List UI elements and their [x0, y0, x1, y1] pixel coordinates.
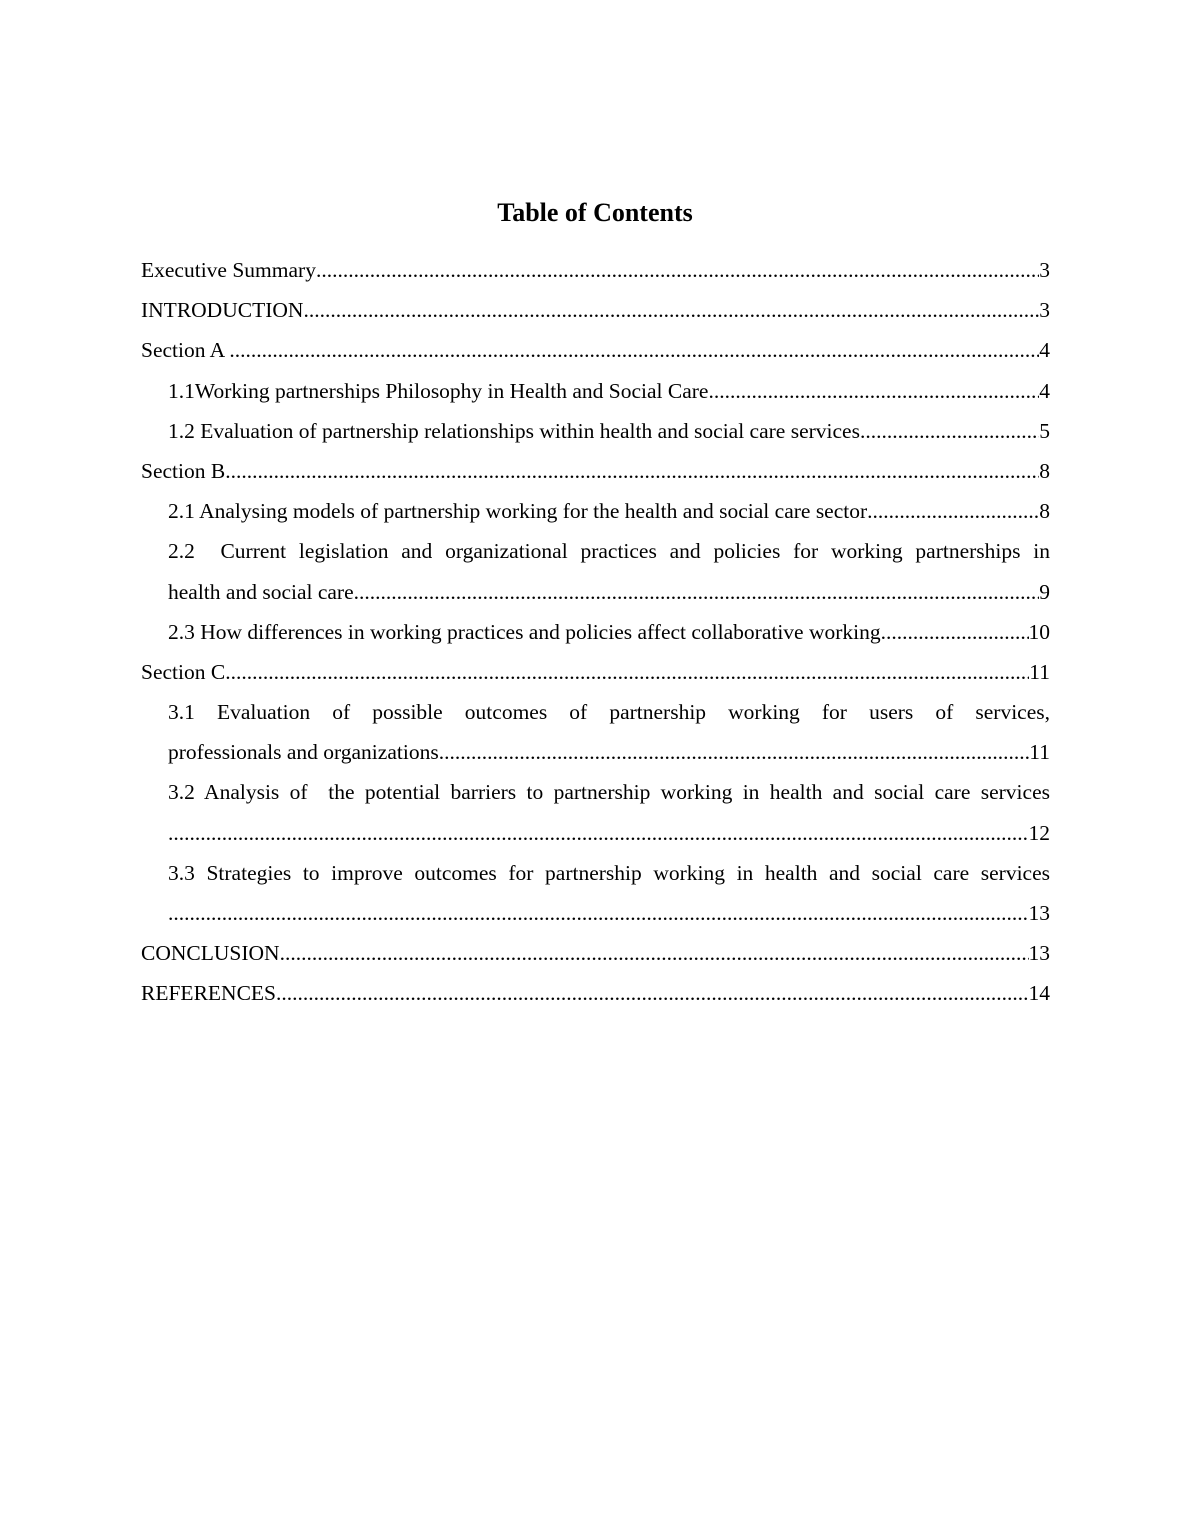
dot-leader [276, 973, 1029, 1013]
toc-entry-section-a[interactable] [141, 330, 1050, 370]
toc-page-number: 11 [1029, 740, 1050, 765]
table-of-contents [141, 250, 1050, 1014]
toc-page-number: 3 [1039, 298, 1050, 323]
toc-page-number: 5 [1039, 418, 1050, 443]
toc-entry-label-line-1: 3.2 Analysis of the potential barriers to partnership working in health and social care services [168, 780, 1050, 805]
toc-entry-label: CONCLUSION [141, 941, 280, 966]
dot-leader [225, 652, 1029, 692]
toc-page-number: 11 [1029, 659, 1050, 684]
toc-page-number: 10 [1028, 619, 1050, 644]
toc-page-number: 8 [1039, 458, 1050, 483]
toc-entry-label: Executive Summary [141, 258, 316, 282]
toc-entry-label-line-1: 3.3 Strategies to improve outcomes for partnership working in health and social care services [168, 860, 1050, 885]
toc-entry-2-3[interactable] [141, 612, 1050, 652]
toc-page-number: 4 [1039, 338, 1050, 363]
dot-leader [168, 893, 1029, 933]
dot-leader [280, 933, 1029, 973]
toc-entry-3-2[interactable] [141, 772, 1050, 852]
toc-entry-3-3[interactable] [141, 853, 1050, 933]
toc-entry-label: Section B [141, 458, 226, 483]
dot-leader [225, 451, 1039, 491]
toc-entry-3-1[interactable] [141, 692, 1050, 772]
toc-entry-label: 1.2 Evaluation of partnership relationships within health and social care services [168, 418, 860, 443]
toc-entry-1-1[interactable] [141, 371, 1050, 411]
toc-page-number: 13 [1028, 901, 1050, 925]
toc-title: Table of Contents [497, 198, 693, 227]
dot-leader [860, 411, 1039, 451]
toc-entry-label: 1.1Working partnerships Philosophy in Health and Social Care [168, 378, 709, 403]
dot-leader [303, 290, 1039, 330]
toc-entry-label-line-2: health and social care [168, 579, 354, 604]
toc-entry-conclusion[interactable] [141, 933, 1050, 973]
toc-entry-section-c[interactable] [141, 652, 1050, 692]
toc-entry-introduction[interactable] [141, 290, 1050, 330]
toc-entry-label: Section C [141, 659, 226, 684]
dot-leader [881, 612, 1029, 652]
toc-entry-label: 2.1 Analysing models of partnership working for the health and social care sector [168, 499, 868, 524]
toc-entry-references[interactable] [141, 973, 1050, 1013]
toc-entry-label: Section A [141, 338, 230, 363]
dot-leader [439, 732, 1030, 772]
toc-page-number: 4 [1039, 378, 1050, 403]
toc-page-number: 9 [1039, 579, 1050, 604]
toc-page-number: 8 [1039, 499, 1050, 524]
toc-page-number: 3 [1039, 258, 1050, 282]
toc-entry-2-1[interactable] [141, 491, 1050, 531]
toc-page-number: 13 [1028, 941, 1050, 966]
toc-entry-section-b[interactable] [141, 451, 1050, 491]
dot-leader [867, 491, 1039, 531]
toc-page-number: 14 [1028, 981, 1050, 1006]
toc-entry-label-line-2: professionals and organizations [168, 740, 439, 765]
dot-leader [316, 250, 1039, 290]
dot-leader [354, 572, 1040, 612]
toc-page-number: 12 [1028, 820, 1050, 845]
toc-entry-label-line-1: 2.2 Current legislation and organizational practices and policies for working partnerships in [168, 539, 1050, 564]
toc-entry-label: INTRODUCTION [141, 298, 304, 323]
toc-entry-label: 2.3 How differences in working practices and policies affect collaborative working [168, 619, 881, 644]
toc-entry-2-2[interactable] [141, 531, 1050, 611]
dot-leader [229, 330, 1039, 370]
toc-entry-label-line-1: 3.1 Evaluation of possible outcomes of partnership working for users of services, [168, 700, 1050, 725]
toc-entry-label: REFERENCES [141, 981, 276, 1006]
dot-leader [168, 813, 1029, 853]
dot-leader [708, 371, 1039, 411]
toc-entry-executive-summary[interactable] [141, 250, 1050, 290]
toc-entry-1-2[interactable] [141, 411, 1050, 451]
